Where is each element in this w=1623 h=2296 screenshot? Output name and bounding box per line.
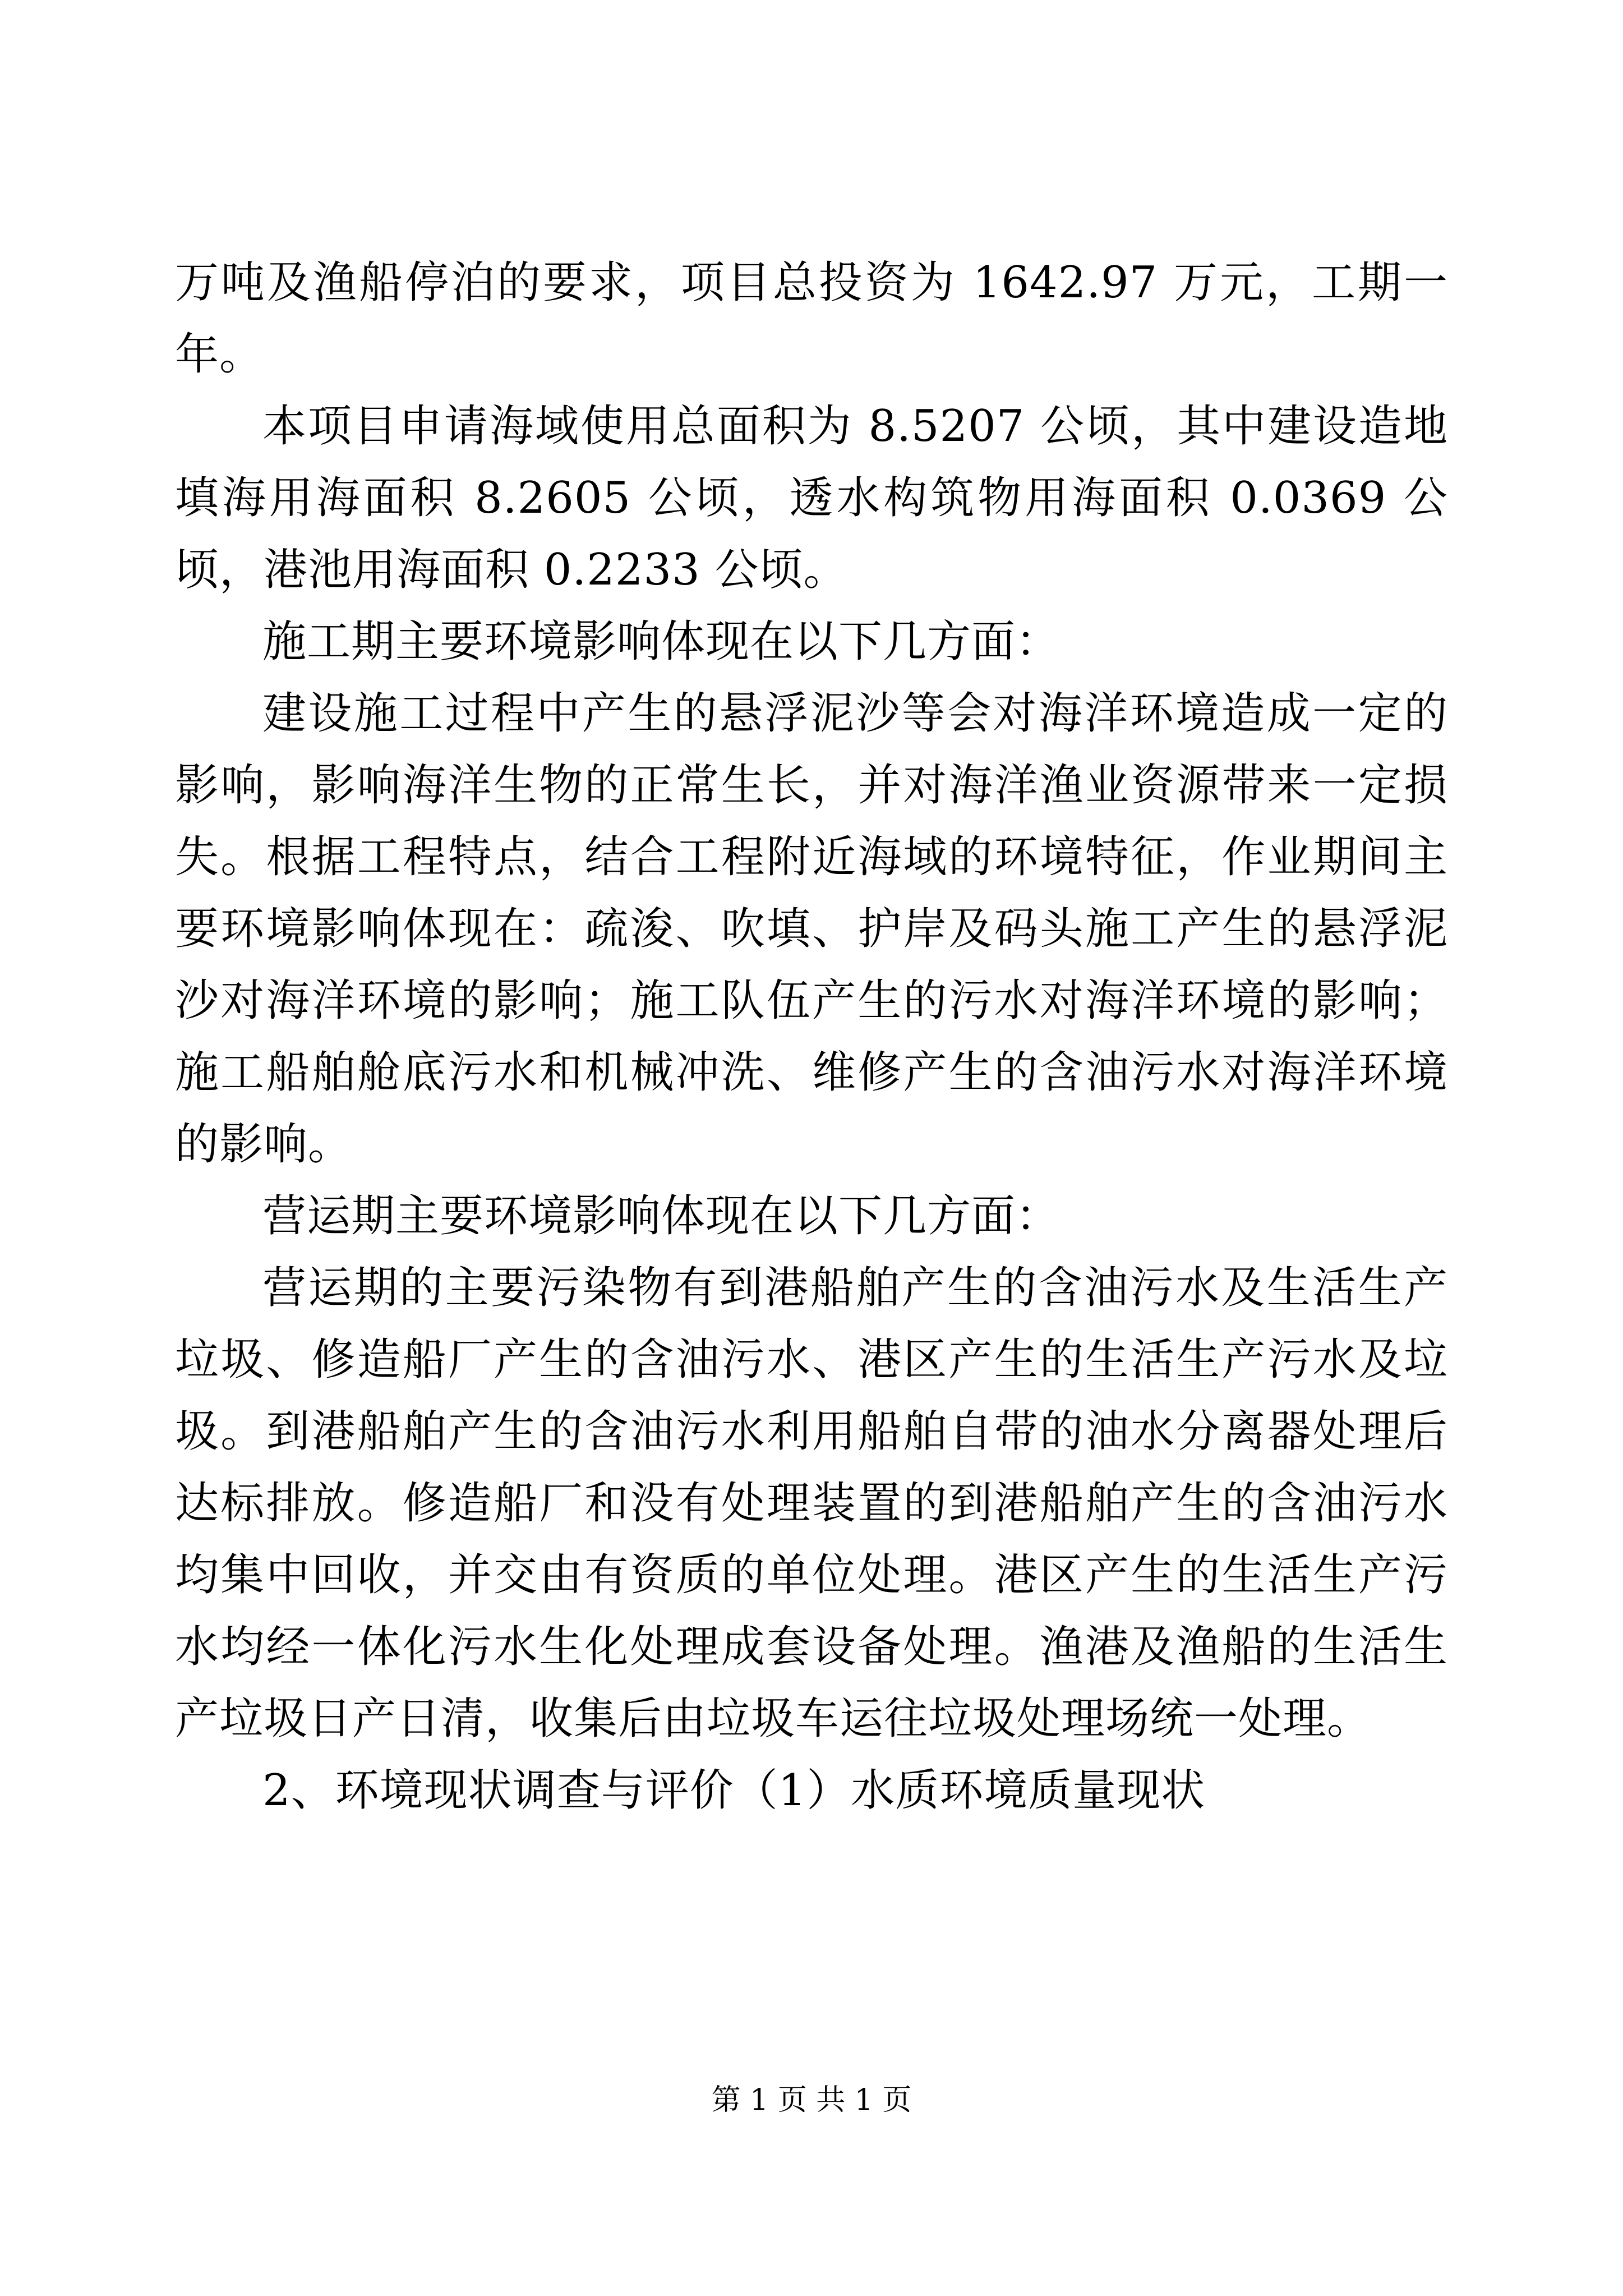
paragraph-construction-heading: 施工期主要环境影响体现在以下几方面： — [262, 616, 1061, 667]
paragraph-sea-area: 本项目申请海域使用总面积为 8.5207 公顷，其中建设造地填海用海面积 8.2605 公顷，透水构筑物用海面积 0.0369 公顷，港池用海面积 0.2233 公顷。 — [175, 401, 1448, 595]
page-number: 第 1 页 共 1 页 — [711, 2083, 912, 2117]
paragraph-operation-impacts: 营运期的主要污染物有到港船舶产生的含油污水及生活生产垃圾、修造船厂产生的含油污水、港区产生的生活生产污水及垃圾。到港船舶产生的含油污水利用船舶自带的油水分离器处理后达标排放。修造船厂和没有处理装置的到港船舶产生的含油污水均集中回收，并交由有资质的单位处理。港区产生的生活生产污水均经一体化污水生化处理成套设备处理。渔港及渔船的生活生产垃圾日产日清，收集后由垃圾车运往垃圾处理场统一处理。 — [175, 1263, 1448, 1744]
paragraph-construction-impacts: 建设施工过程中产生的悬浮泥沙等会对海洋环境造成一定的影响，影响海洋生物的正常生长，并对海洋渔业资源带来一定损失。根据工程特点，结合工程附近海域的环境特征，作业期间主要环境影响体现在：疏浚、吹填、护岸及码头施工产生的悬浮泥沙对海洋环境的影响；施工队伍产生的污水对海洋环境的影响；施工船舶舱底污水和机械冲洗、维修产生的含油污水对海洋环境的影响。 — [175, 688, 1448, 1170]
document-body — [175, 247, 1448, 1826]
paragraph-continuation: 万吨及渔船停泊的要求，项目总投资为 1642.97 万元，工期一年。 — [175, 257, 1448, 380]
paragraph-operation-heading: 营运期主要环境影响体现在以下几方面： — [262, 1191, 1061, 1241]
section-heading-survey: 2、环境现状调查与评价（1）水质环境质量现状 — [262, 1765, 1206, 1816]
